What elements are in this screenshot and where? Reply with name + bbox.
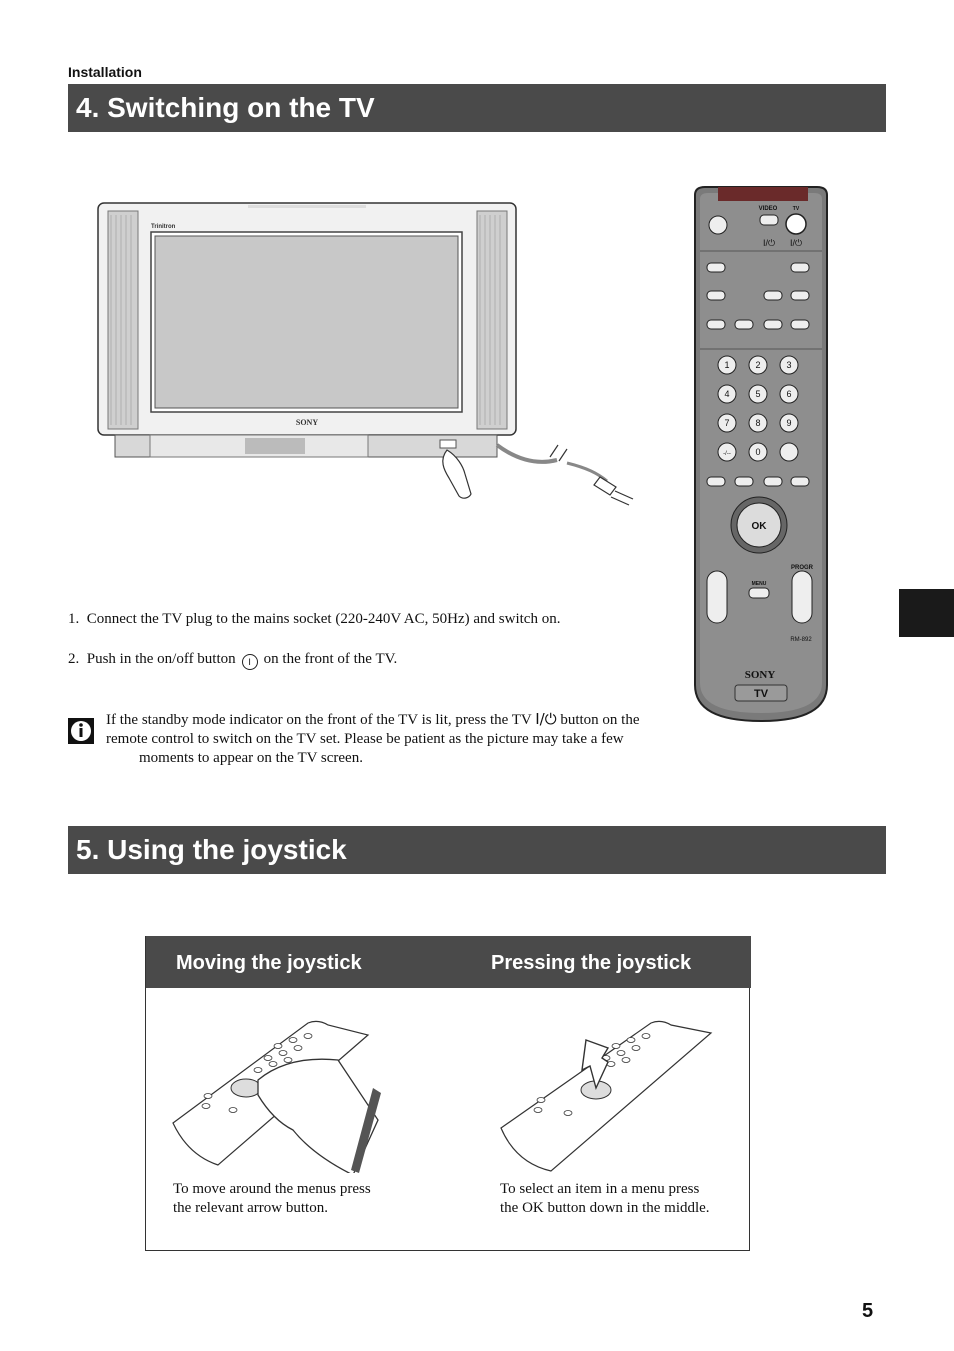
- remote-digit-5: 5: [755, 389, 761, 399]
- remote-digit-9: 9: [786, 418, 792, 428]
- remote-digit-0: 0: [755, 447, 761, 457]
- tv-brand-top: Trinitron: [151, 224, 176, 230]
- chapter-tab-marker: [899, 589, 954, 637]
- remote-tv-power-label: I/⏻: [789, 238, 803, 248]
- section-5-title: 5. Using the joystick: [68, 826, 886, 874]
- step-2-number: 2.: [68, 651, 80, 667]
- remote-menu-label: MENU: [751, 581, 767, 587]
- remote-digit-dash: -/--: [723, 451, 731, 457]
- remote-control-illustration: [690, 183, 832, 728]
- step-2: [68, 651, 397, 670]
- standby-note: [106, 710, 696, 768]
- step-2-text-after: on the front of the TV.: [263, 651, 398, 667]
- tv-illustration: [75, 195, 645, 515]
- moving-caption: [173, 1180, 371, 1218]
- note-line-3: moments to appear on the TV screen.: [139, 750, 363, 766]
- pressing-caption: [500, 1180, 710, 1218]
- remote-digit-3: 3: [786, 360, 792, 370]
- remote-brand-label: SONY: [744, 669, 776, 681]
- remote-digit-1: 1: [724, 360, 730, 370]
- section-label: Installation: [68, 64, 142, 80]
- pressing-joystick-title: Pressing the joystick: [491, 952, 692, 974]
- tv-brand-bottom: SONY: [295, 418, 319, 427]
- moving-caption-line-1: To move around the menus press: [173, 1181, 371, 1197]
- remote-tv-label: TV: [753, 688, 769, 700]
- remote-digit-7: 7: [724, 418, 730, 428]
- remote-progr-label: PROGR: [790, 565, 814, 571]
- remote-model-label: RM-892: [790, 637, 812, 643]
- remote-ok-label: OK: [751, 521, 767, 532]
- note-line-1-before: If the standby mode indicator on the front of the TV is lit, press the TV: [106, 712, 532, 728]
- note-line-1-after: button on the: [560, 712, 640, 728]
- remote-digit-2: 2: [755, 360, 761, 370]
- info-icon: [68, 718, 96, 746]
- note-line-2: remote control to switch on the TV set. Please be patient as the picture may take a few: [106, 731, 624, 747]
- remote-digit-6: 6: [786, 389, 792, 399]
- step-1-number: 1.: [68, 611, 80, 627]
- pressing-joystick-illustration: [496, 1018, 716, 1173]
- remote-digit-4: 4: [724, 389, 730, 399]
- moving-joystick-illustration: [168, 1018, 388, 1173]
- power-icon: I/⏻: [535, 710, 557, 728]
- moving-caption-line-2: the relevant arrow button.: [173, 1200, 328, 1216]
- step-2-text-before: Push in the on/off button: [86, 651, 236, 667]
- section-4-title: 4. Switching on the TV: [68, 84, 886, 132]
- pressing-caption-line-2: the OK button down in the middle.: [500, 1200, 710, 1216]
- remote-digit-8: 8: [755, 418, 761, 428]
- page-number: 5: [862, 1300, 874, 1322]
- pressing-caption-line-1: To select an item in a menu press: [500, 1181, 700, 1197]
- remote-video-power-label: I/⏻: [762, 238, 776, 248]
- step-1: [68, 611, 560, 628]
- on-off-button-icon: I: [242, 654, 258, 670]
- remote-tv-top-label: TV: [792, 206, 800, 212]
- step-1-text: Connect the TV plug to the mains socket (220-240V AC, 50Hz) and switch on.: [86, 611, 561, 627]
- moving-joystick-title: Moving the joystick: [176, 952, 362, 974]
- remote-video-label: VIDEO: [758, 206, 778, 212]
